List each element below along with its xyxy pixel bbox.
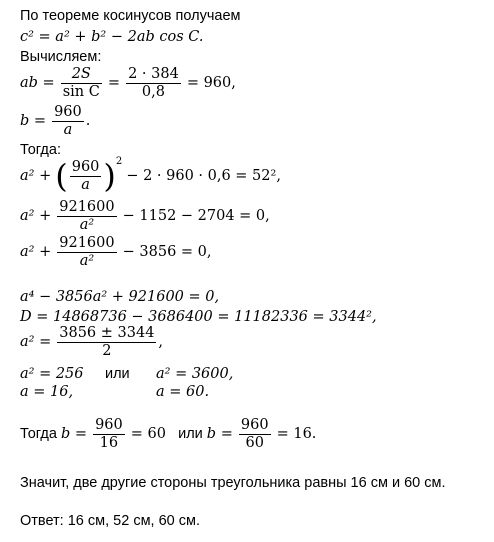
fraction-numerator: 960 — [240, 417, 269, 433]
fraction-960-a — [70, 160, 102, 192]
fraction-2x384-0-8 — [126, 67, 181, 99]
fraction-numerator: 960 — [95, 417, 123, 433]
eq3-a2: a² + — [20, 243, 52, 260]
or-word: или — [178, 425, 203, 442]
fraction-numerator: 2S — [61, 67, 102, 84]
eq6-end: , — [158, 333, 164, 350]
fraction-960-60 — [239, 418, 271, 450]
fraction-denominator: 2 — [102, 342, 112, 359]
equation-8-left: a = 16, — [20, 384, 74, 400]
ab-lhs: ab = — [20, 74, 55, 91]
left-paren: ( — [55, 157, 68, 195]
or-label: или — [105, 366, 130, 382]
b-lhs: b = — [20, 112, 47, 129]
b-equation — [20, 105, 90, 137]
fraction-numerator: 2 · 384 — [128, 66, 179, 82]
fraction-921600-a2 — [57, 200, 116, 232]
fraction-numerator: 960 — [54, 104, 82, 120]
eq3-rest: − 3856 = 0, — [122, 243, 212, 260]
fraction-denominator: sin C — [62, 83, 100, 100]
then-label: Тогда: — [20, 142, 61, 158]
eq2-a2: a² + — [20, 207, 52, 224]
equation-4: a⁴ − 3856a² + 921600 = 0, — [20, 289, 220, 305]
ab-equation — [20, 67, 236, 99]
b-result-1: = 60 — [130, 425, 166, 442]
fraction-roots — [57, 326, 156, 358]
intro-text: По теореме косинусов получаем — [20, 8, 241, 24]
fraction-denominator: 0,8 — [141, 83, 165, 100]
b-end: . — [85, 112, 91, 129]
equation-2 — [20, 200, 270, 232]
cos-law-formula: c² = a² + b² − 2ab cos C. — [20, 29, 204, 45]
fraction-denominator: 16 — [99, 434, 119, 451]
equation-7-left: a² = 256 — [20, 366, 84, 382]
eq2-rest: − 1152 − 2704 = 0, — [122, 207, 270, 224]
exponent: 2 — [115, 155, 123, 167]
fraction-numerator: 921600 — [59, 235, 115, 251]
b-lhs-1: b = — [60, 425, 88, 442]
fraction-921600-a2 — [57, 236, 116, 268]
fraction-2s-sinc — [61, 67, 102, 99]
fraction-denominator: a² — [79, 252, 95, 269]
fraction-denominator: a — [63, 121, 73, 138]
eq6-lhs: a² = — [20, 333, 52, 350]
eq1-rest: − 2 · 960 · 0,6 = 52², — [126, 167, 281, 184]
fraction-denominator: 60 — [245, 434, 264, 451]
final-b-equation — [20, 418, 316, 450]
equation-1 — [20, 155, 281, 195]
equation-3 — [20, 236, 212, 268]
right-paren: ) — [103, 157, 116, 195]
equation-8-right: a = 60. — [156, 384, 210, 400]
fraction-numerator: 921600 — [59, 199, 115, 215]
equation-5-discriminant: D = 14868736 − 3686400 = 11182336 = 3344², — [20, 309, 377, 325]
equation-6 — [20, 326, 163, 358]
equals-sign: = — [107, 74, 121, 91]
conclusion-text: Значит, две другие стороны треугольника равны 16 см и 60 см. — [20, 475, 446, 491]
eq1-a2: a² + — [20, 167, 52, 184]
fraction-denominator: a — [81, 176, 90, 193]
fraction-960-16 — [93, 418, 125, 450]
b-result-2: = 16. — [276, 425, 317, 442]
answer-text: Ответ: 16 см, 52 см, 60 см. — [20, 513, 201, 529]
compute-label: Вычисляем: — [20, 49, 102, 65]
fraction-960-a — [52, 105, 84, 137]
equation-7-right: a² = 3600, — [156, 366, 234, 382]
b-lhs-2: b = — [206, 425, 233, 442]
fraction-denominator: a² — [79, 216, 95, 233]
ab-result: = 960, — [186, 74, 236, 91]
then-word: Тогда — [20, 425, 57, 442]
fraction-numerator: 3856 ± 3344 — [59, 325, 155, 341]
fraction-numerator: 960 — [71, 159, 100, 175]
